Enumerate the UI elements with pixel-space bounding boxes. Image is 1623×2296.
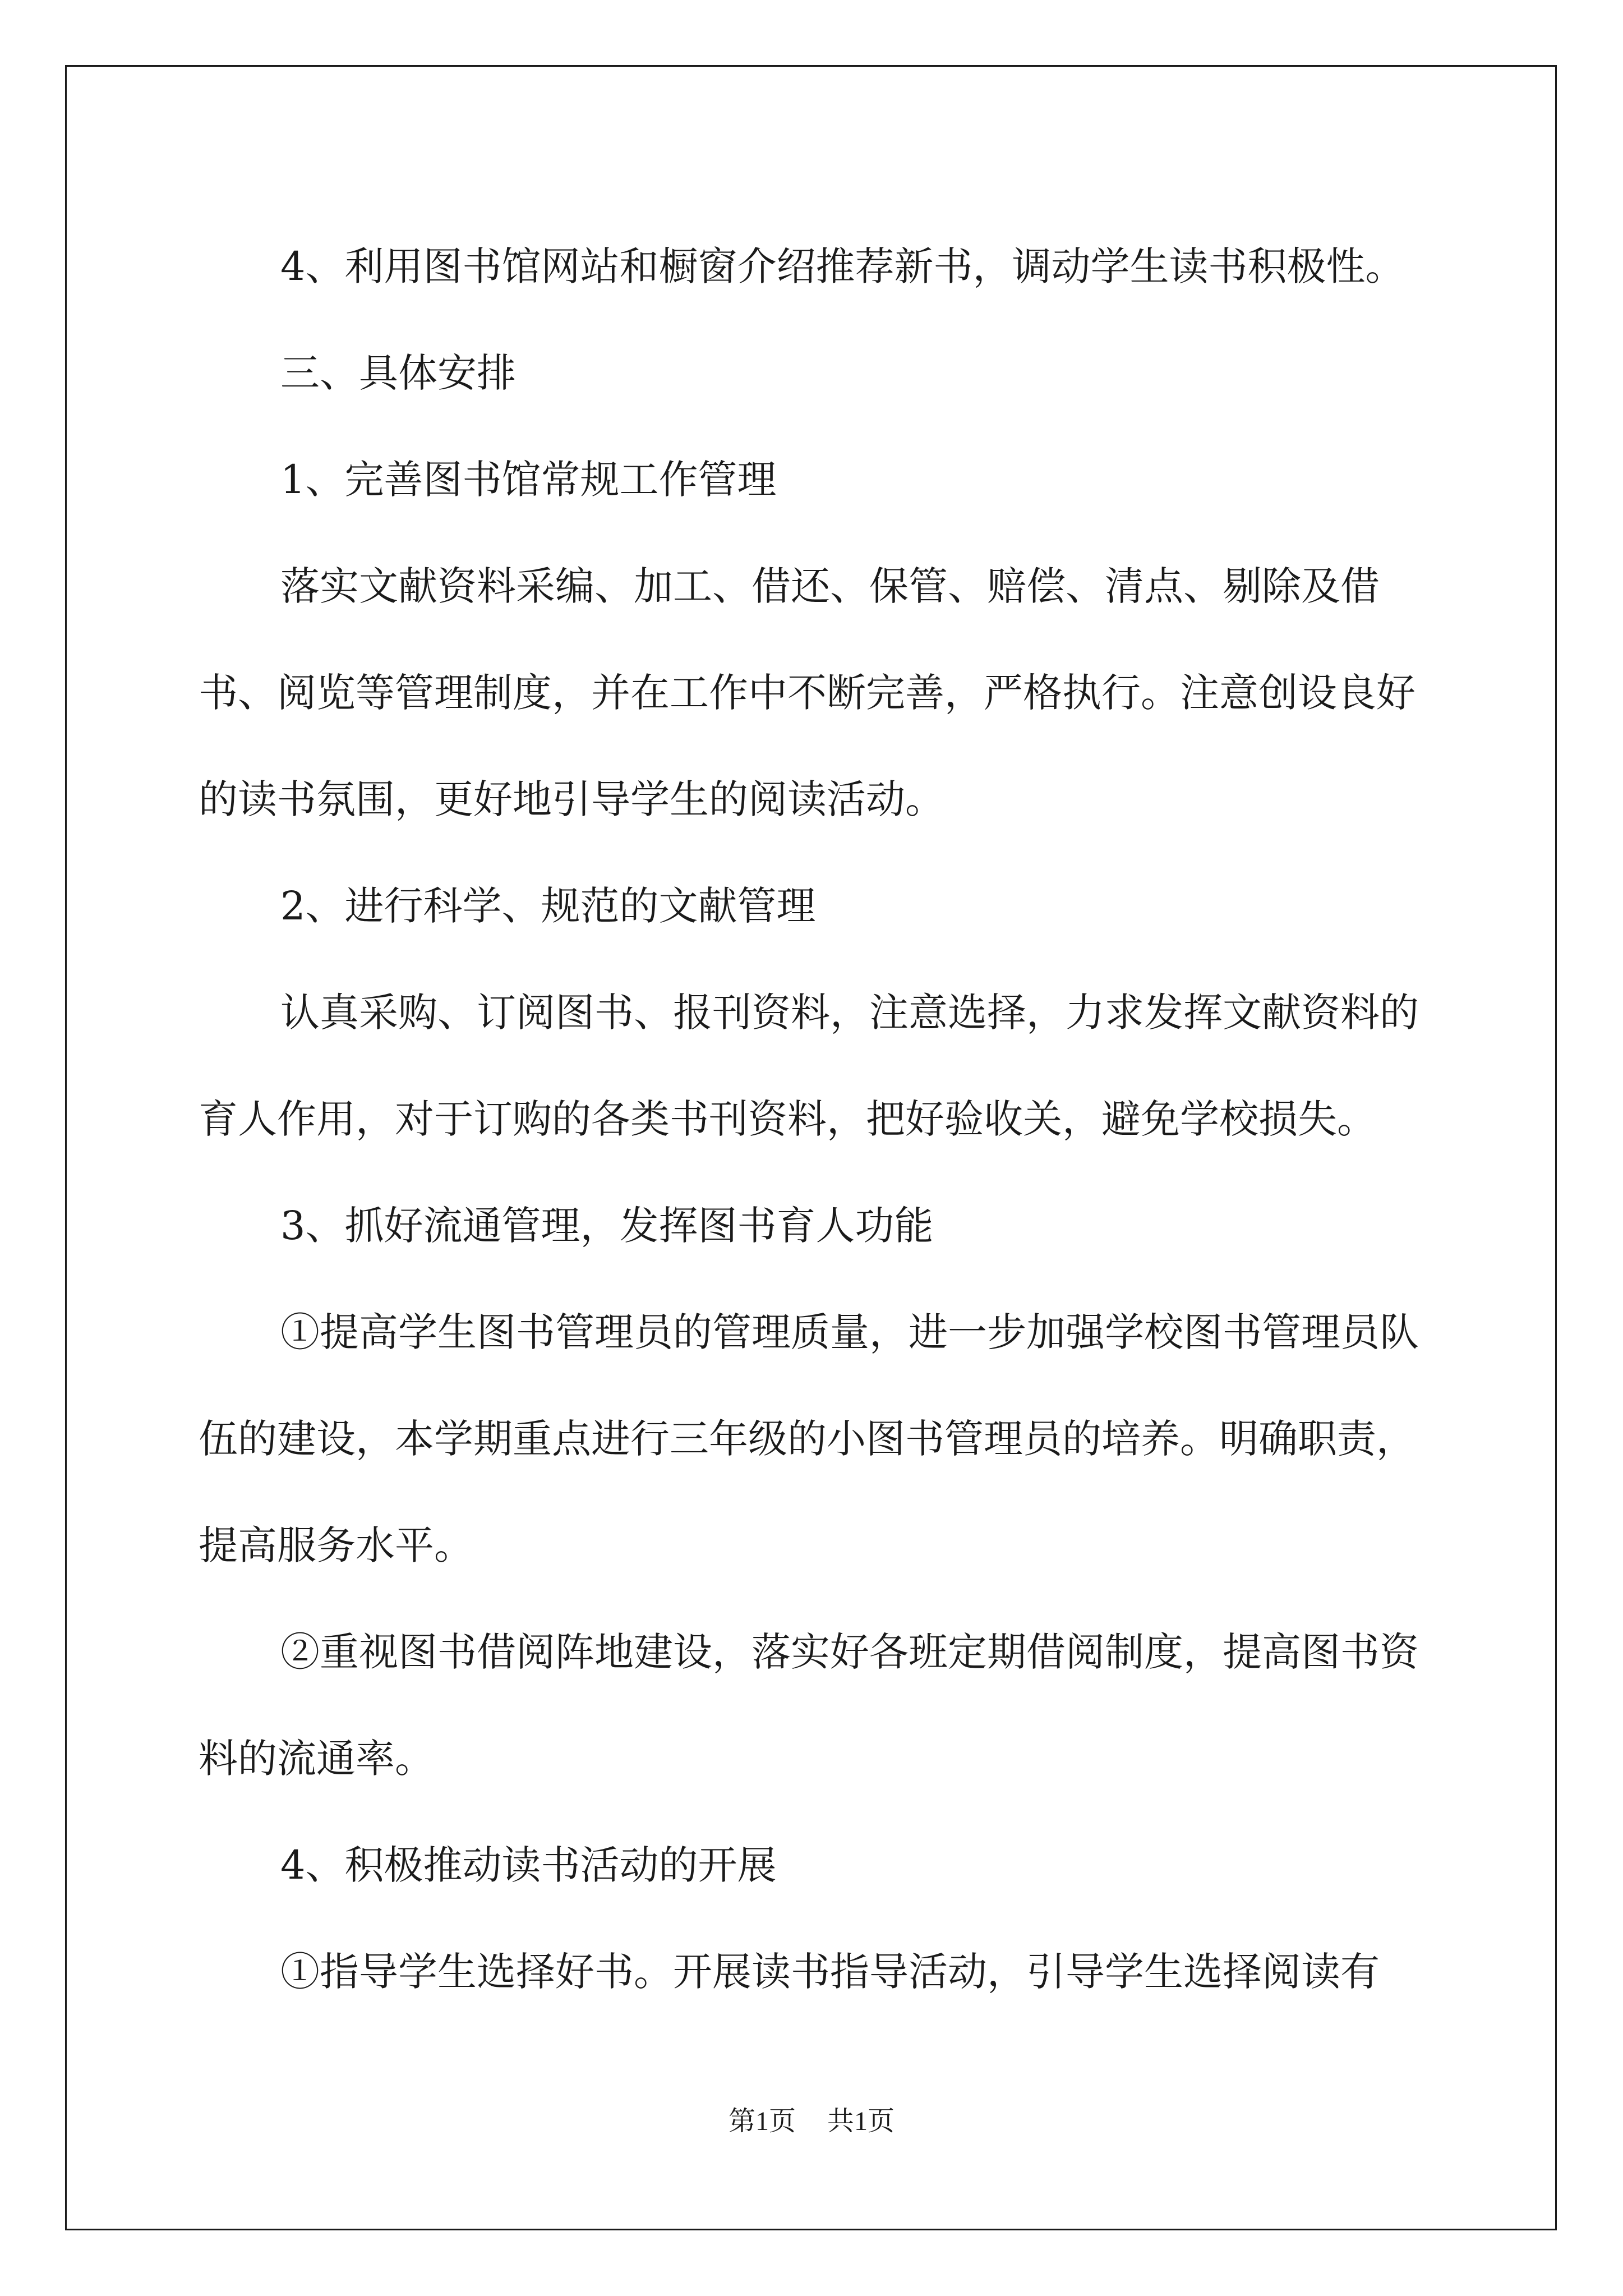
page-number: 第1页: [728, 2106, 796, 2136]
document-body: [199, 213, 1421, 2025]
paragraph-6: ①指导学生选择好书。开展读书指导活动，引导学生选择阅读有: [280, 1949, 1380, 1995]
paragraph-1: 4、利用图书馆网站和橱窗介绍推荐新书，调动学生读书积极性。: [280, 243, 1405, 289]
page-footer: [0, 2099, 1623, 2138]
paragraph-5: ②重视图书借阅阵地建设，落实好各班定期借阅制度，提高图书资料的流通率。: [199, 1629, 1419, 1782]
subheading-4: 4、积极推动读书活动的开展: [280, 1842, 777, 1888]
paragraph-4: ①提高学生图书管理员的管理质量，进一步加强学校图书管理员队伍的建设，本学期重点进行三年级的小图书管理员的培养。明确职责，提高服务水平。: [199, 1309, 1419, 1568]
subheading-1: 1、完善图书馆常规工作管理: [280, 457, 777, 503]
subheading-2: 2、进行科学、规范的文献管理: [280, 883, 816, 929]
total-pages: 共1页: [827, 2106, 895, 2136]
section-heading: 三、具体安排: [280, 350, 516, 396]
paragraph-3: 认真采购、订阅图书、报刊资料，注意选择，力求发挥文献资料的育人作用，对于订购的各类书刊资料，把好验收关，避免学校损失。: [199, 990, 1419, 1142]
subheading-3: 3、抓好流通管理，发挥图书育人功能: [280, 1203, 934, 1249]
paragraph-2: 落实文献资料采编、加工、借还、保管、赔偿、清点、剔除及借书、阅览等管理制度，并在工作中不断完善，严格执行。注意创设良好的读书氛围，更好地引导学生的阅读活动。: [199, 563, 1415, 822]
